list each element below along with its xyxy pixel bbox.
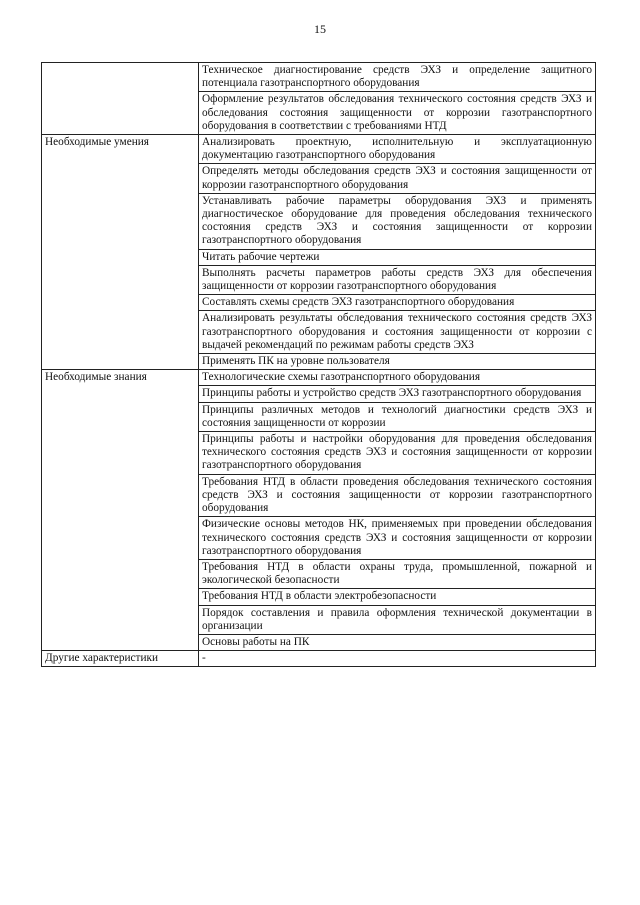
table-row	[42, 135, 596, 164]
section-item: Анализировать результаты обследования технического состояния средств ЭХЗ газотранспортного оборудования и состояния защищенности от коррозии с выдачей рекомендаций по режимам работы средств ЭХЗ	[199, 311, 596, 354]
section-item: Требования НТД в области электробезопасности	[199, 589, 596, 605]
requirements-table-body	[42, 63, 596, 667]
section-item: Применять ПК на уровне пользователя	[199, 354, 596, 370]
section-item: Определять методы обследования средств ЭХЗ и состояния защищенности от коррозии газотранспортного оборудования	[199, 164, 596, 193]
section-label: Другие характеристики	[42, 651, 199, 667]
section-item: Читать рабочие чертежи	[199, 249, 596, 265]
section-item: Техническое диагностирование средств ЭХЗ и определение защитного потенциала газотранспортного оборудования	[199, 63, 596, 92]
section-item: Анализировать проектную, исполнительную и эксплуатационную документацию газотранспортного оборудования	[199, 135, 596, 164]
section-item: Основы работы на ПК	[199, 634, 596, 650]
section-label: Необходимые знания	[42, 370, 199, 651]
section-item: Принципы работы и устройство средств ЭХЗ газотранспортного оборудования	[199, 386, 596, 402]
section-label: Необходимые умения	[42, 135, 199, 370]
page-number: 15	[314, 22, 326, 36]
section-item: Выполнять расчеты параметров работы средств ЭХЗ для обеспечения защищенности от коррозии газотранспортного оборудования	[199, 265, 596, 294]
table-row	[42, 370, 596, 386]
section-item: -	[199, 651, 596, 667]
section-item: Оформление результатов обследования технического состояния средств ЭХЗ и обследования состояния защищенности от коррозии газотранспортного оборудования в соответствии с требованиями НТД	[199, 92, 596, 135]
section-item: Устанавливать рабочие параметры оборудования ЭХЗ и применять диагностическое оборудование для проведения обследования технического состояния средств ЭХЗ и состояния защищенности от коррозии газотранспортного оборудования	[199, 193, 596, 249]
requirements-table	[41, 62, 596, 667]
section-item: Технологические схемы газотранспортного оборудования	[199, 370, 596, 386]
table-row	[42, 63, 596, 92]
section-item: Принципы работы и настройки оборудования для проведения обследования технического состояния средств ЭХЗ и состояния защищенности от коррозии газотранспортного оборудования	[199, 432, 596, 475]
section-item: Принципы различных методов и технологий диагностики средств ЭХЗ и состояния защищенности от коррозии	[199, 402, 596, 431]
section-label	[42, 63, 199, 135]
section-item: Требования НТД в области охраны труда, промышленной, пожарной и экологической безопасности	[199, 559, 596, 588]
section-item: Составлять схемы средств ЭХЗ газотранспортного оборудования	[199, 295, 596, 311]
table-row	[42, 651, 596, 667]
section-item: Требования НТД в области проведения обследования технического состояния средств ЭХЗ и состояния защищенности от коррозии газотранспортного оборудования	[199, 474, 596, 517]
section-item: Физические основы методов НК, применяемых при проведении обследования технического состояния средств ЭХЗ и состояния защищенности от коррозии газотранспортного оборудования	[199, 517, 596, 560]
section-item: Порядок составления и правила оформления технической документации в организации	[199, 605, 596, 634]
